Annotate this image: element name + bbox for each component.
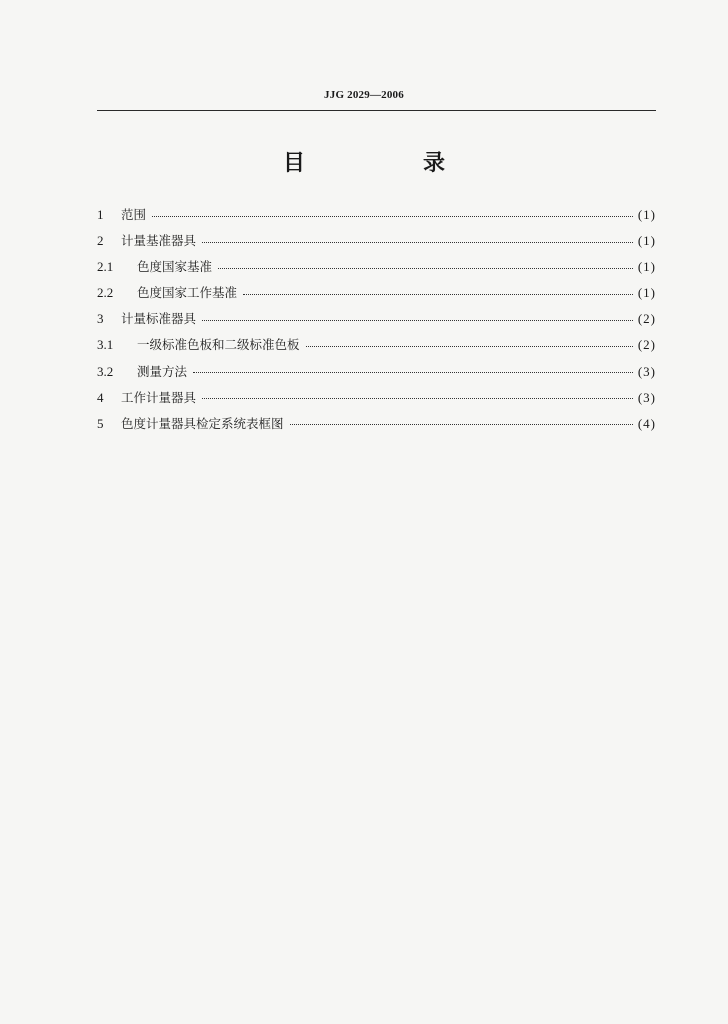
toc-item-page: (3)	[637, 363, 656, 379]
toc-item-title: 一级标准色板和二级标准色板	[137, 337, 300, 353]
toc-item	[97, 332, 656, 358]
toc-item	[97, 202, 656, 228]
toc-item	[97, 385, 656, 411]
toc-item	[97, 359, 656, 385]
dot-leader	[243, 294, 633, 295]
toc-item-page: (2)	[637, 337, 656, 353]
toc-item	[97, 280, 656, 306]
toc-item-page: (1)	[637, 259, 656, 275]
toc-item-title: 计量基准器具	[121, 233, 197, 249]
dot-leader	[202, 320, 633, 321]
toc-item-title: 范围	[121, 207, 147, 222]
page-title: 目 录	[282, 151, 493, 176]
standard-code: JJG 2029—2006	[324, 89, 404, 101]
toc-item-page: (1)	[637, 207, 656, 222]
toc-item	[97, 254, 656, 280]
toc-item-title: 色度国家基准	[137, 259, 213, 275]
toc-item-number: 3.1	[97, 337, 114, 353]
toc-item-title: 计量标准器具	[121, 311, 197, 327]
toc-item-title: 色度计量器具检定系统表框图	[121, 415, 284, 431]
toc-item-page: (3)	[637, 389, 656, 405]
toc-item-number: 5	[97, 415, 104, 431]
dot-leader	[202, 242, 633, 243]
toc-item	[97, 306, 656, 332]
toc-item-page: (4)	[637, 415, 656, 431]
header-rule	[97, 110, 656, 111]
toc-item-number: 4	[97, 389, 104, 405]
toc-item-number: 1	[97, 207, 104, 222]
dot-leader	[306, 346, 633, 347]
toc-item-title: 色度国家工作基准	[137, 285, 238, 301]
dot-leader	[152, 216, 633, 217]
toc-item-page: (1)	[637, 285, 656, 301]
dot-leader	[218, 268, 633, 269]
toc-item-title: 测量方法	[137, 363, 188, 379]
toc-item-page: (1)	[637, 233, 656, 249]
toc-item-title: 工作计量器具	[121, 389, 197, 405]
toc-item-number: 3	[97, 311, 104, 327]
table-of-contents	[97, 202, 656, 437]
toc-item-number: 2.2	[97, 285, 114, 301]
toc-item-number: 2.1	[97, 259, 114, 275]
dot-leader	[290, 424, 633, 425]
toc-item	[97, 411, 656, 437]
toc-item-number: 3.2	[97, 363, 114, 379]
toc-item	[97, 228, 656, 254]
dot-leader	[202, 398, 633, 399]
dot-leader	[193, 372, 633, 373]
toc-item-number: 2	[97, 233, 104, 249]
toc-item-page: (2)	[637, 311, 656, 327]
